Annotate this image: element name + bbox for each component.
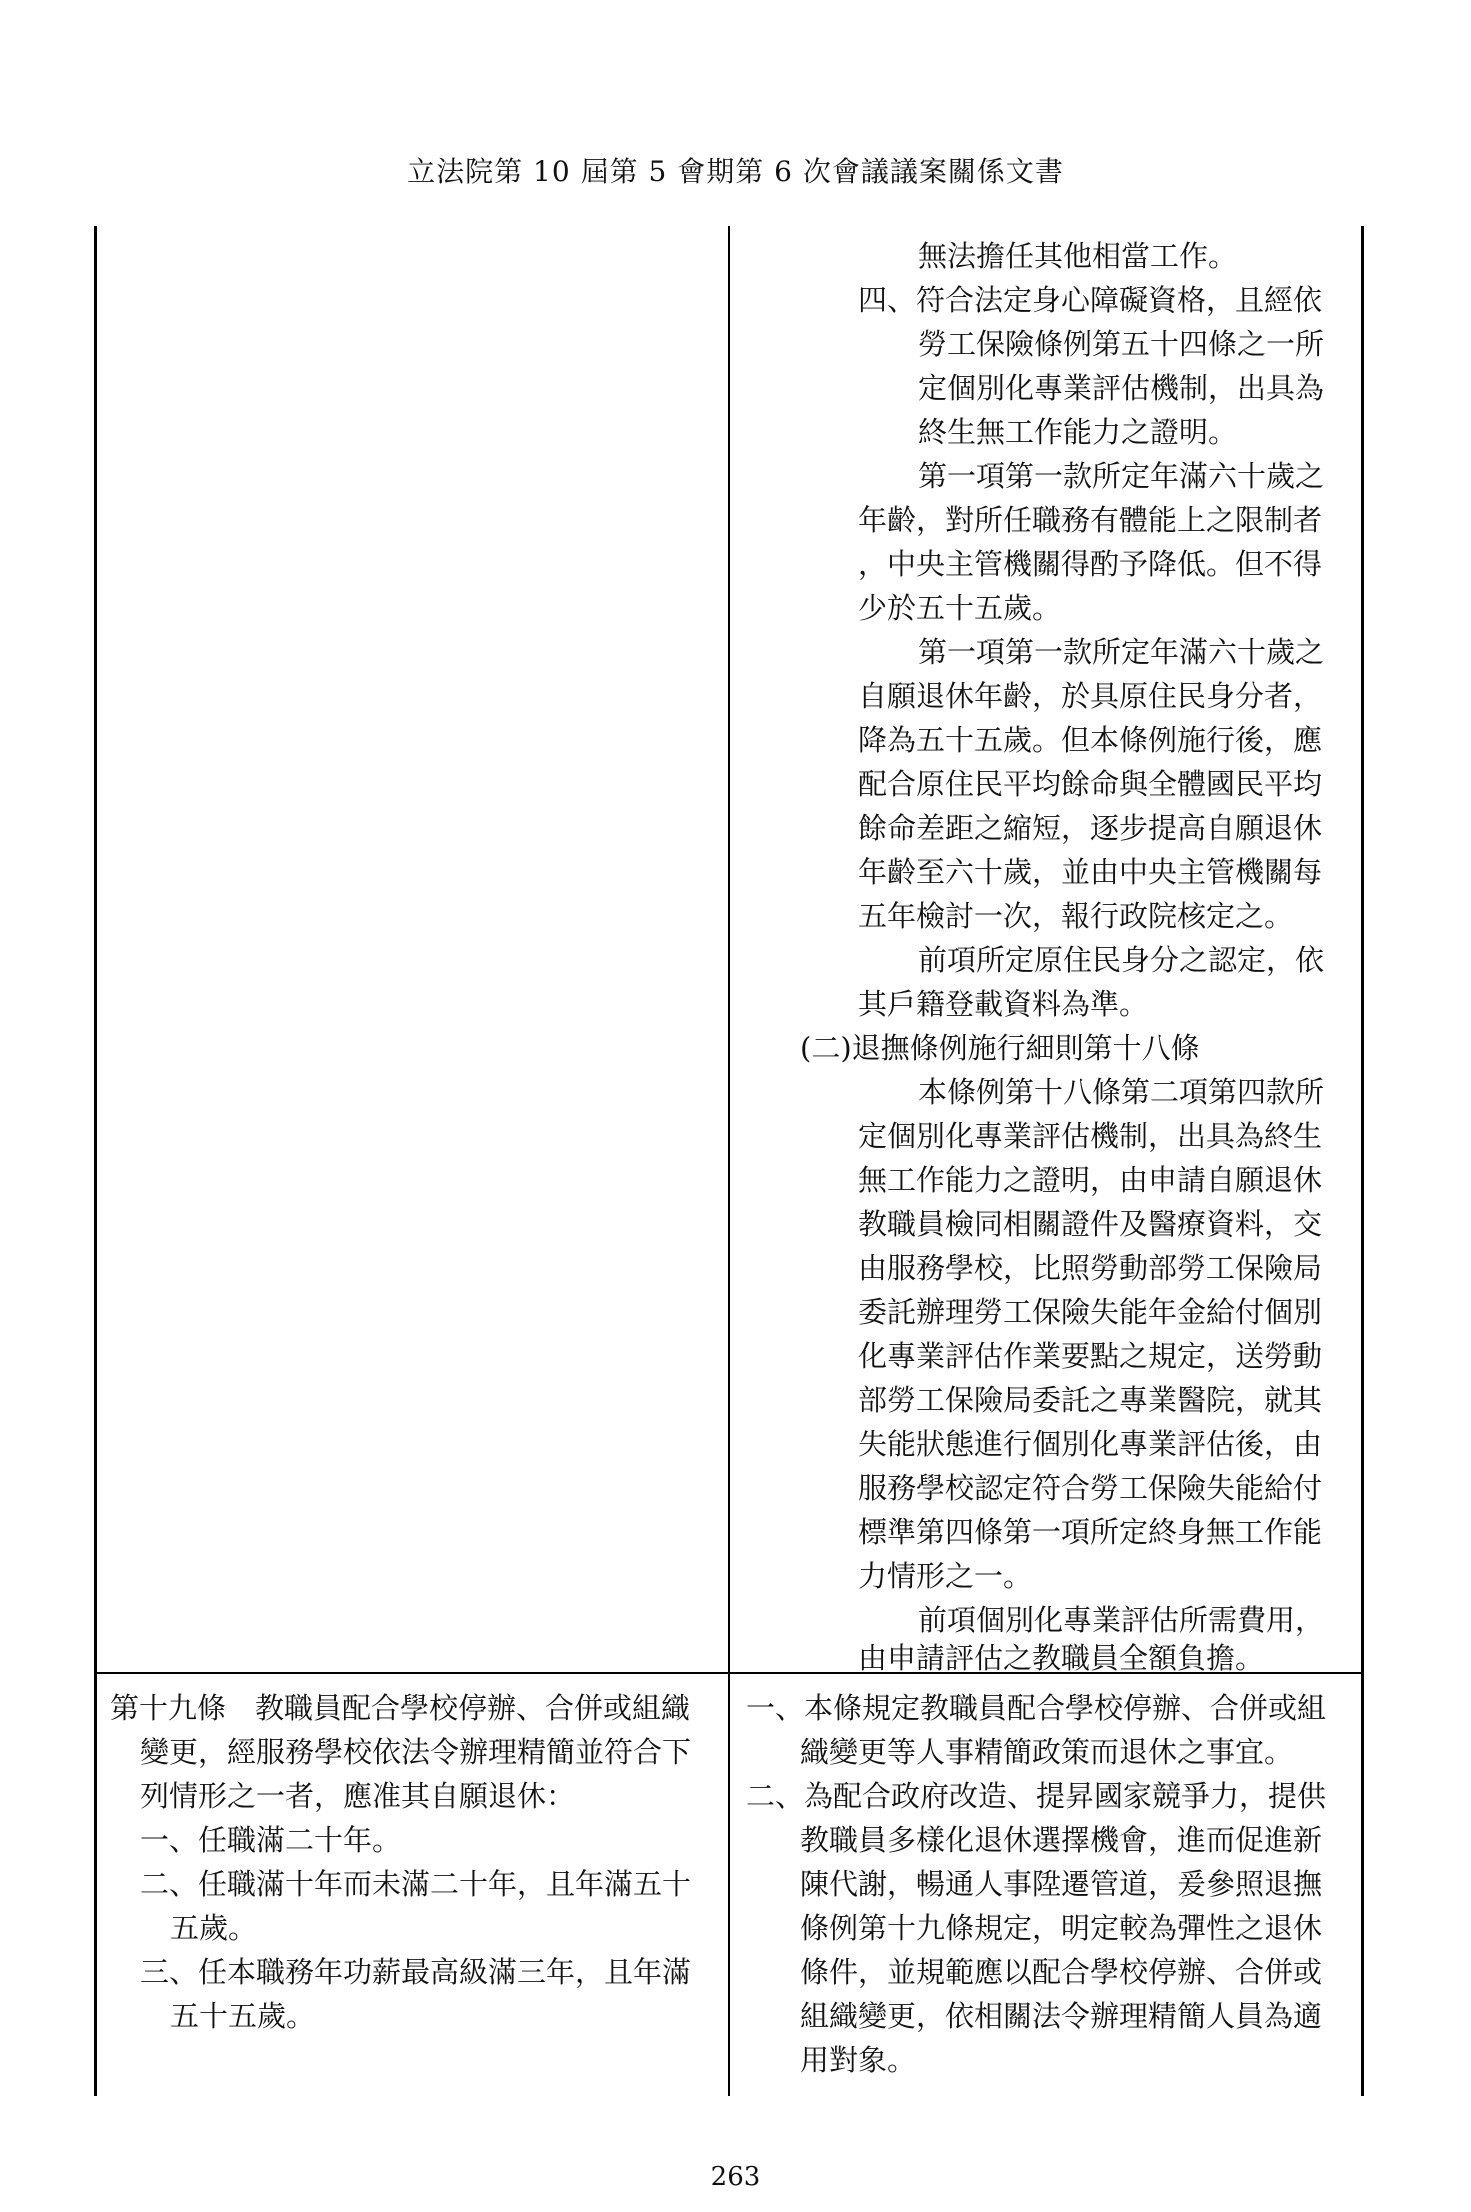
- text-line: 條例第十九條規定，明定較為彈性之退休: [800, 1911, 1323, 1945]
- text-line: 列情形之一者，應准其自願退休：: [140, 1779, 576, 1813]
- text-line: 二、為配合政府改造、提昇國家競爭力，提供: [746, 1779, 1327, 1813]
- text-line: ，中央主管機關得酌予降低。但不得: [858, 547, 1323, 581]
- text-line: 標準第四條第一項所定終身無工作能: [858, 1515, 1323, 1549]
- text-line: 年齡至六十歲，並由中央主管機關每: [858, 855, 1323, 889]
- text-line: 一、任職滿二十年。: [140, 1823, 402, 1857]
- text-line: 無法擔任其他相當工作。: [918, 239, 1238, 273]
- text-line: 四、符合法定身心障礙資格，且經依: [858, 283, 1323, 317]
- text-line: 前項個別化專業評估所需費用，: [918, 1603, 1325, 1637]
- text-line: 變更，經服務學校依法令辦理精簡並符合下: [140, 1735, 692, 1769]
- text-line: 五歲。: [170, 1911, 258, 1945]
- text-line: 服務學校認定符合勞工保險失能給付: [858, 1471, 1323, 1505]
- text-line: 前項所定原住民身分之認定，依: [918, 943, 1325, 977]
- text-line: 定個別化專業評估機制，出具為: [918, 371, 1325, 405]
- text-line: 條件，並規範應以配合學校停辦、合併或: [800, 1955, 1323, 1989]
- text-line: 教職員多樣化退休選擇機會，進而促進新: [800, 1823, 1323, 1857]
- text-line: 終生無工作能力之證明。: [918, 415, 1238, 449]
- text-line: 自願退休年齡，於具原住民身分者，: [858, 679, 1323, 713]
- text-line: 餘命差距之縮短，逐步提高自願退休: [858, 811, 1323, 845]
- text-line: 本條例第十八條第二項第四款所: [918, 1075, 1325, 1109]
- page-number: 263: [710, 2162, 761, 2192]
- text-line: 定個別化專業評估機制，出具為終生: [858, 1119, 1323, 1153]
- text-line: 織變更等人事精簡政策而退休之事宜。: [800, 1735, 1294, 1769]
- text-line: 力情形之一。: [858, 1559, 1033, 1593]
- text-line: 五年檢討一次，報行政院核定之。: [858, 899, 1294, 933]
- text-line: 二、任職滿十年而未滿二十年，且年滿五十: [140, 1867, 692, 1901]
- text-line: 組織變更，依相關法令辦理精簡人員為適: [800, 1999, 1323, 2033]
- text-line: 用對象。: [800, 2043, 917, 2077]
- table-right-border: [1361, 226, 1364, 2096]
- article-heading: 第十九條 教職員配合學校停辦、合併或組織: [110, 1691, 691, 1725]
- text-line: 配合原住民平均餘命與全體國民平均: [858, 767, 1323, 801]
- text-line: 勞工保險條例第五十四條之一所: [918, 327, 1325, 361]
- text-line: 其戶籍登載資料為準。: [858, 987, 1149, 1021]
- text-line: (二)退撫條例施行細則第十八條: [800, 1031, 1200, 1065]
- text-line: 失能狀態進行個別化專業評估後，由: [858, 1427, 1323, 1461]
- text-line: 五十五歲。: [170, 1999, 316, 2033]
- text-line: 部勞工保險局委託之專業醫院，就其: [858, 1383, 1323, 1417]
- text-line: 第一項第一款所定年滿六十歲之: [918, 635, 1325, 669]
- text-line: 委託辦理勞工保險失能年金給付個別: [858, 1295, 1323, 1329]
- text-line: 降為五十五歲。但本條例施行後，應: [858, 723, 1323, 757]
- text-line: 無工作能力之證明，由申請自願退休: [858, 1163, 1323, 1197]
- text-line: 一、本條規定教職員配合學校停辦、合併或組: [746, 1691, 1327, 1725]
- text-line: 由服務學校，比照勞動部勞工保險局: [858, 1251, 1323, 1285]
- text-line: 教職員檢同相關證件及醫療資料，交: [858, 1207, 1323, 1241]
- text-line: 少於五十五歲。: [858, 591, 1062, 625]
- text-line: 由申請評估之教職員全額負擔。: [858, 1641, 1265, 1675]
- table-middle-divider: [728, 226, 730, 2096]
- text-line: 年齡，對所任職務有體能上之限制者: [858, 503, 1323, 537]
- text-line: 第一項第一款所定年滿六十歲之: [918, 459, 1325, 493]
- text-line: 陳代謝，暢通人事陞遷管道，爰參照退撫: [800, 1867, 1323, 1901]
- page-header: 立法院第 10 屆第 5 會期第 6 次會議議案關係文書: [407, 155, 1064, 188]
- text-line: 化專業評估作業要點之規定，送勞動: [858, 1339, 1323, 1373]
- table-left-border: [94, 226, 97, 2096]
- text-line: 三、任本職務年功薪最高級滿三年，且年滿: [140, 1955, 692, 1989]
